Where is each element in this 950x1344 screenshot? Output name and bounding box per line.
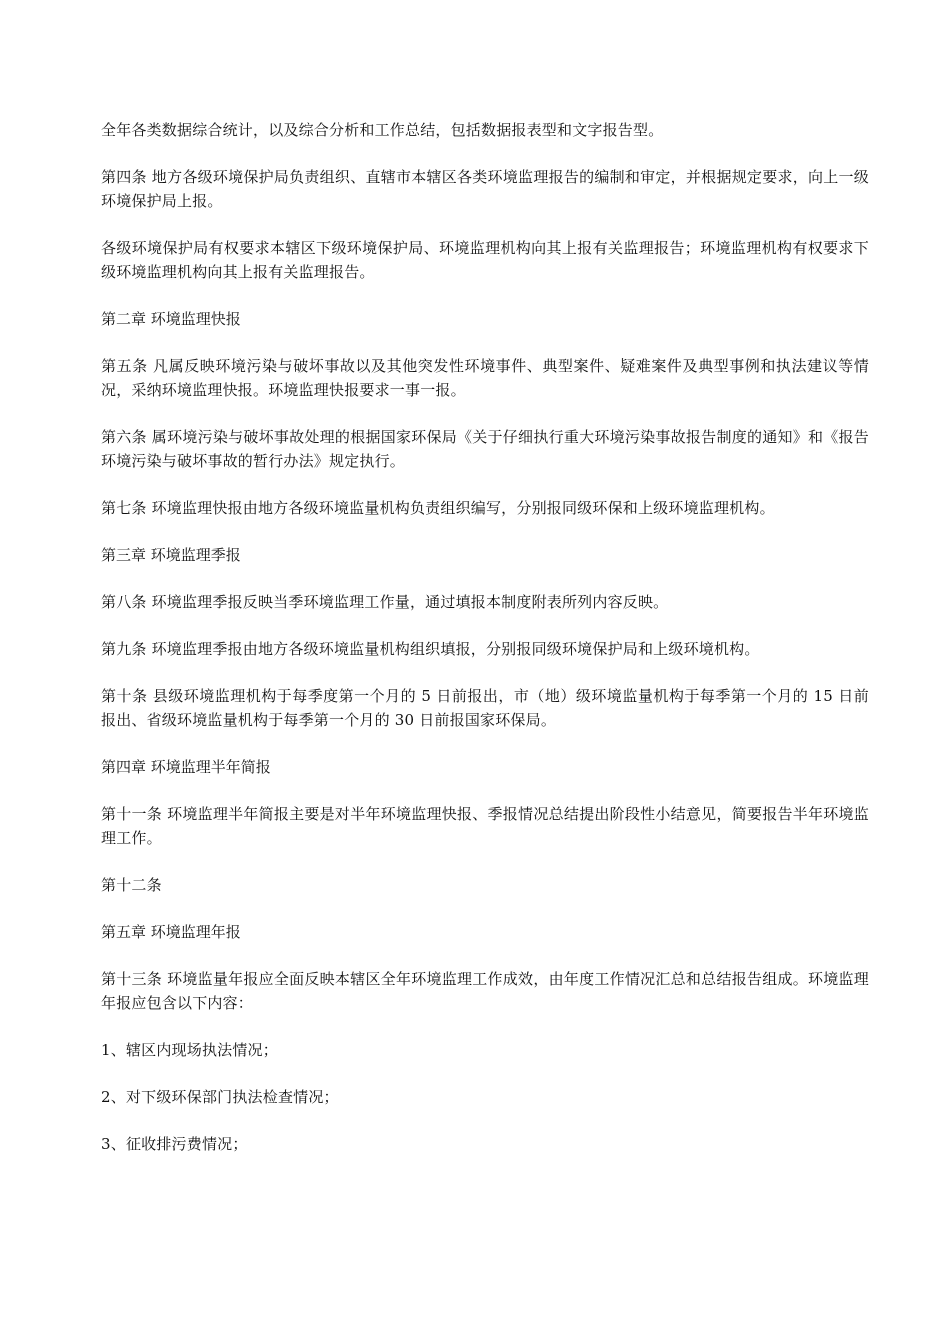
article-9: 第九条 环境监理季报由地方各级环境监量机构组织填报，分别报同级环境保护局和上级环境机构。 xyxy=(101,640,760,658)
article-11: 第十一条 环境监理半年简报主要是对半年环境监理快报、季报情况总结提出阶段性小结意见，简要报告半年环境监理工作。 xyxy=(101,805,869,847)
article-8: 第八条 环境监理季报反映当季环境监理工作量，通过填报本制度附表所列内容反映。 xyxy=(101,593,669,611)
article-12: 第十二条 xyxy=(101,876,162,894)
article-6: 第六条 属环境污染与破坏事故处理的根据国家环保局《关于仔细执行重大环境污染事故报告制度的通知》和《报告环境污染与破坏事故的暂行办法》规定执行。 xyxy=(101,428,869,470)
article-5: 第五条 凡属反映环境污染与破坏事故以及其他突发性环境事件、典型案件、疑难案件及典型事例和执法建议等情况，采纳环境监理快报。环境监理快报要求一事一报。 xyxy=(101,357,869,399)
article-7: 第七条 环境监理快报由地方各级环境监量机构负责组织编写，分别报同级环保和上级环境监理机构。 xyxy=(101,499,775,517)
paragraph-reporting-authority: 各级环境保护局有权要求本辖区下级环境保护局、环境监理机构向其上报有关监理报告；环境监理机构有权要求下级环境监理机构向其上报有关监理报告。 xyxy=(101,239,869,281)
list-item-1: 1、辖区内现场执法情况； xyxy=(101,1041,278,1059)
document-body xyxy=(101,118,869,1179)
article-10: 第十条 县级环境监理机构于每季度第一个月的 5 日前报出，市（地）级环境监量机构于每季第一个月的 15 日前报出、省级环境监量机构于每季第一个月的 30 日前报国家环保局。 xyxy=(101,687,869,729)
article-13: 第十三条 环境监量年报应全面反映本辖区全年环境监理工作成效，由年度工作情况汇总和总结报告组成。环境监理年报应包含以下内容： xyxy=(101,970,869,1012)
chapter-2-heading: 第二章 环境监理快报 xyxy=(101,310,241,328)
list-item-2: 2、对下级环保部门执法检查情况； xyxy=(101,1088,339,1106)
paragraph-summary-types: 全年各类数据综合统计，以及综合分析和工作总结，包括数据报表型和文字报告型。 xyxy=(101,121,664,139)
list-item-3: 3、征收排污费情况； xyxy=(101,1135,248,1153)
chapter-4-heading: 第四章 环境监理半年简报 xyxy=(101,758,271,776)
article-4: 第四条 地方各级环境保护局负责组织、直辖市本辖区各类环境监理报告的编制和审定，并根据规定要求，向上一级环境保护局上报。 xyxy=(101,168,869,210)
chapter-3-heading: 第三章 环境监理季报 xyxy=(101,546,241,564)
chapter-5-heading: 第五章 环境监理年报 xyxy=(101,923,241,941)
